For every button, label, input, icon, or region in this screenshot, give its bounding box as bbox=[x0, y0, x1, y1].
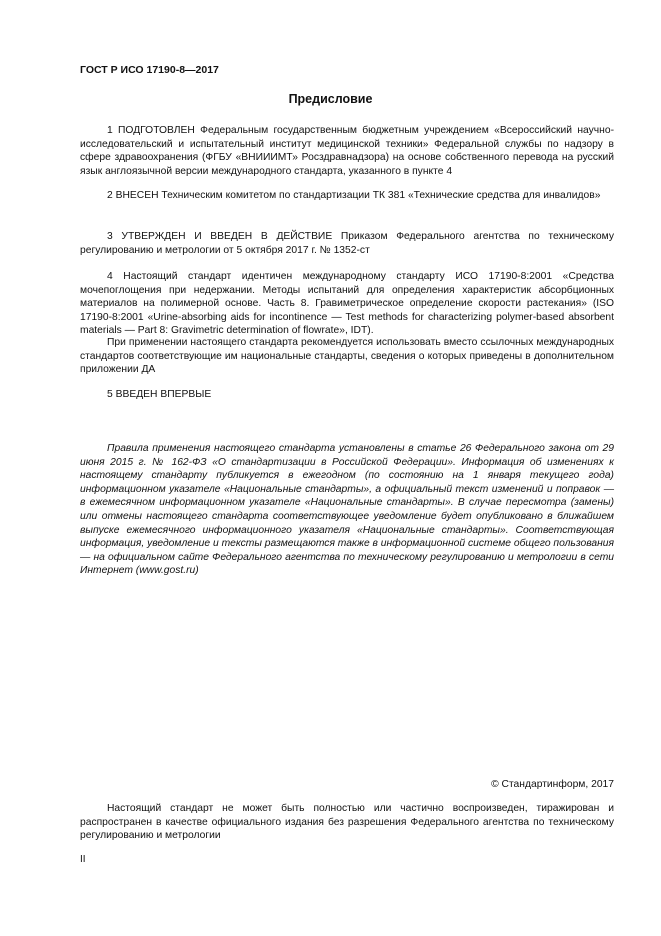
standard-code: ГОСТ Р ИСО 17190-8—2017 bbox=[80, 64, 219, 76]
page-title: Предисловие bbox=[288, 92, 373, 106]
item-3-approved: 3 УТВЕРЖДЕН И ВВЕДЕН В ДЕЙСТВИЕ Приказом Федерального агентства по техническому регулированию и метрологии от 5 октября 2017 г. № 1352-ст bbox=[80, 231, 614, 256]
page-number: II bbox=[80, 854, 86, 865]
item-5-first-introduced: 5 ВВЕДЕН ВПЕРВЫЕ bbox=[107, 389, 212, 400]
reproduction-notice: Настоящий стандарт не может быть полностью или частично воспроизведен, тиражирован и распространен в качестве официального издания без разрешения Федерального агентства по техническому регулированию и метрологии bbox=[80, 803, 614, 842]
item-4-identical-standard: 4 Настоящий стандарт идентичен международному стандарту ИСО 17190-8:2001 «Средства мочепоглощения при недержании. Методы испытаний для определения характеристик абсорбционных материалов на полимерной основе. Часть 8. Гравиметрическое определение скорости растекания» (ISO 17190-8:2001 «Urine-absorbing aids for incontinence — Test methods for characterizing polymer-based absorbent materials — Part 8: Gravimetric determination of flowrate», IDT). bbox=[80, 271, 614, 337]
copyright-line: © Стандартинформ, 2017 bbox=[491, 779, 614, 790]
item-1-prepared-by: 1 ПОДГОТОВЛЕН Федеральным государственным бюджетным учреждением «Всероссийский научно-исследовательский и испытательный институт медицинской техники» Федеральной службы по надзору в сфере здравоохранения (ФГБУ «ВНИИИМТ» Росздравнадзора) на основе собственного перевода на русский язык англоязычной версии международного стандарта, указанного в пункте 4 bbox=[80, 125, 614, 177]
application-rules-notice: Правила применения настоящего стандарта установлены в статье 26 Федерального закона от 29 июня 2015 г. № 162-ФЗ «О стандартизации в Российской Федерации». Информация об изменениях к настоящему стандарту публикуется в ежегодном (по состоянию на 1 января текущего года) информационном указателе «Национальные стандарты», а официальный текст изменений и поправок — в ежемесячном информационном указателе «Национальные стандарты». В случае пересмотра (замены) или отмены настоящего стандарта соответствующее уведомление будет опубликовано в ближайшем выпуске ежемесячного информационного указателя «Национальные стандарты». Соответствующая информация, уведомление и тексты размещаются также в информационной системе общего пользования — на официальном сайте Федерального агентства по техническому регулированию и метрологии в сети Интернет (www.gost.ru) bbox=[80, 443, 614, 577]
item-4-application-note: При применении настоящего стандарта рекомендуется использовать вместо ссылочных международных стандартов соответствующие им национальные стандарты, сведения о которых приведены в дополнительном приложении ДА bbox=[80, 337, 614, 376]
item-2-introduced-by: 2 ВНЕСЕН Техническим комитетом по стандартизации ТК 381 «Технические средства для инвалидов» bbox=[107, 190, 601, 201]
